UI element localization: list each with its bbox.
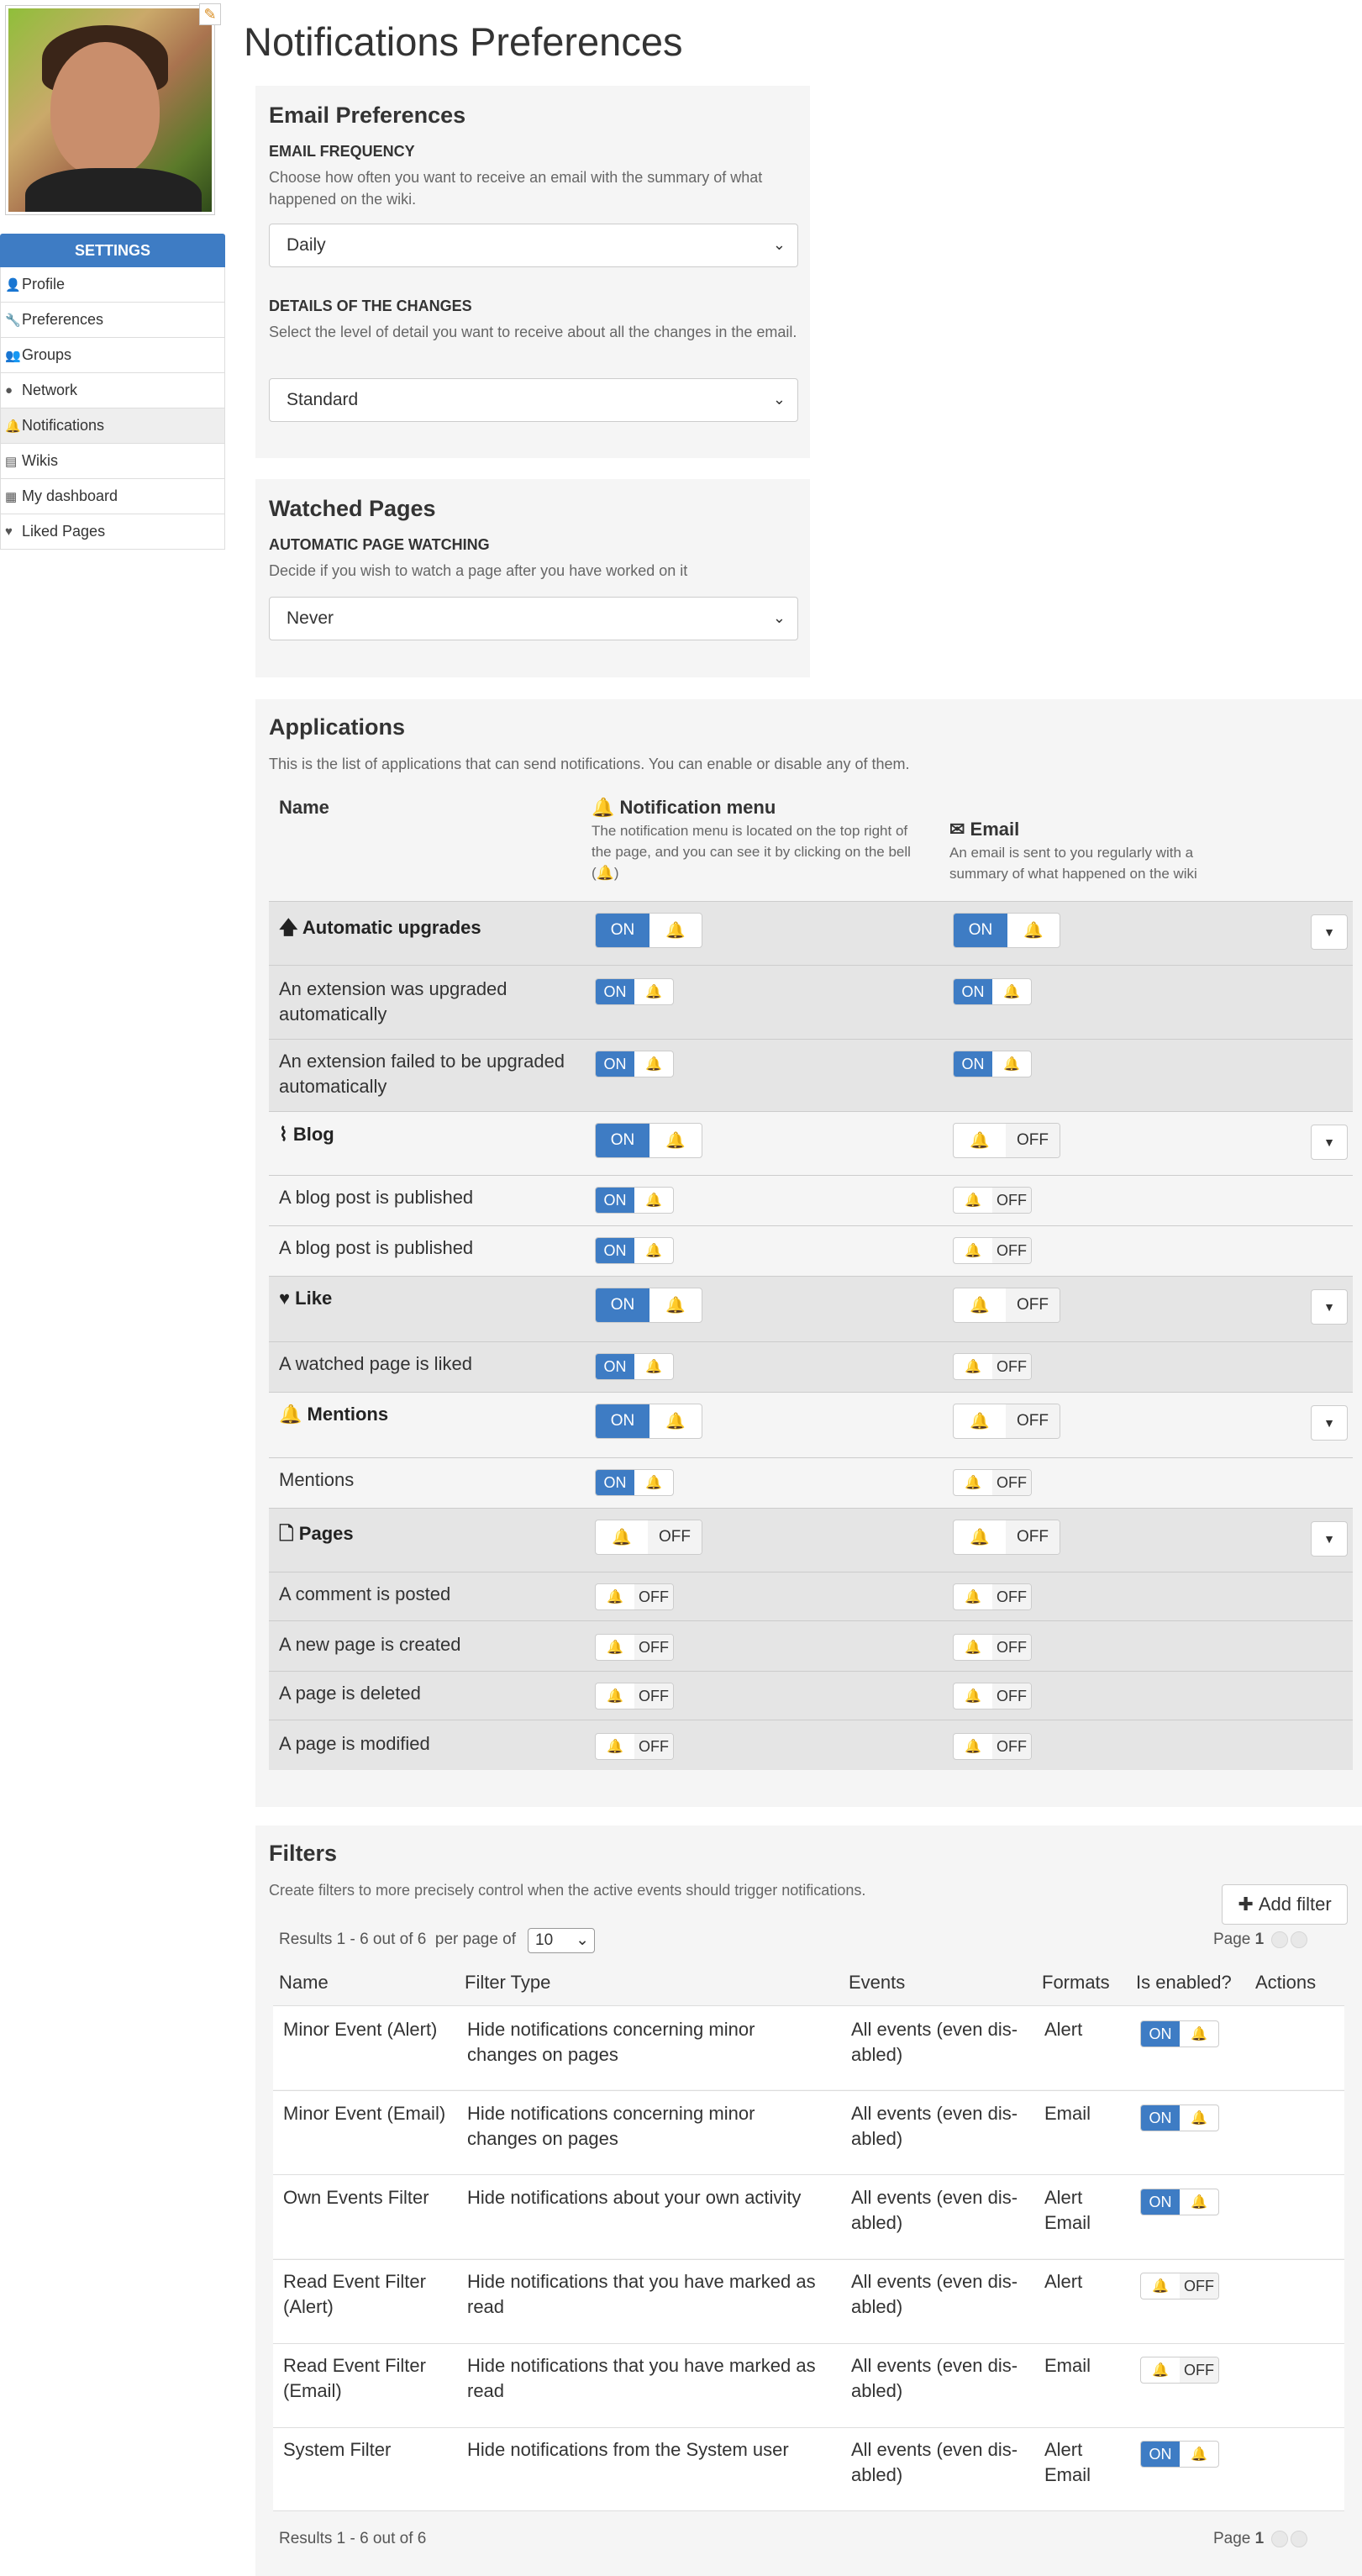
menu-toggle-event[interactable]: ON 🔔 [595, 1187, 674, 1214]
filter-enabled-toggle[interactable]: ON 🔔 [1140, 2105, 1219, 2131]
col-email-header: ✉ Email [949, 819, 1020, 840]
event-row [269, 1457, 1353, 1458]
email-toggle-pages[interactable]: 🔔 OFF [953, 1520, 1060, 1555]
chevron-down-icon: ⌄ [772, 236, 786, 253]
sidebar-item-groups[interactable]: 👥 Groups [0, 338, 225, 373]
event-row [269, 1620, 1353, 1621]
bell-icon: 🔔 [965, 1476, 981, 1490]
menu-toggle-event[interactable]: ON 🔔 [595, 1353, 674, 1380]
filter-formats: Alert Email [1044, 2187, 1091, 2233]
event-name: An extension failed to be upgraded automatically [279, 1051, 565, 1097]
sidebar-item-notifications[interactable]: 🔔 Notifications [0, 408, 225, 444]
prev-page-button[interactable] [1271, 2531, 1288, 2547]
filters-title: Filters [269, 1841, 338, 1866]
settings-menu [0, 267, 225, 550]
filter-enabled-toggle[interactable]: 🔔 OFF [1140, 2357, 1219, 2384]
email-toggle-automatic-upgrades[interactable]: ON 🔔 [953, 913, 1060, 948]
filter-events: All events (even dis-abled) [851, 2103, 1018, 2149]
sidebar-item-profile[interactable]: 👤 Profile [0, 267, 225, 303]
menu-toggle-mentions[interactable]: ON 🔔 [595, 1404, 702, 1439]
event-name: A page is modified [279, 1733, 430, 1754]
email-preferences-title: Email Preferences [269, 103, 466, 128]
bell-icon: 🔔 [1023, 922, 1044, 940]
bell-icon: 🔔 [1191, 2447, 1207, 2462]
per-page-select[interactable]: 10 ⌄ [528, 1928, 595, 1953]
filter-events: All events (even dis-abled) [851, 2439, 1018, 2485]
bell-icon: 🔔 [645, 985, 662, 999]
bell-icon: 🔔 [607, 1740, 623, 1754]
email-frequency-label: EMAIL FREQUENCY [269, 143, 415, 160]
event-name: A comment is posted [279, 1583, 451, 1604]
bell-icon: 🔔 [645, 1476, 662, 1490]
bell-icon: 🔔 [1003, 985, 1020, 999]
filter-enabled-toggle[interactable]: 🔔 OFF [1140, 2273, 1219, 2299]
filter-name: Minor Event (Email) [283, 2103, 446, 2124]
email-toggle-like[interactable]: 🔔 OFF [953, 1288, 1060, 1323]
list-icon: ▤ [5, 454, 18, 469]
bell-icon: 🔔 [612, 1529, 632, 1546]
auto-watch-label: AUTOMATIC PAGE WATCHING [269, 536, 490, 553]
details-help: Select the level of detail you want to receive about all the changes in the email. [269, 324, 797, 340]
filter-enabled-toggle[interactable]: ON 🔔 [1140, 2189, 1219, 2215]
menu-toggle-event[interactable]: ON 🔔 [595, 1237, 674, 1264]
filter-events: All events (even dis-abled) [851, 2355, 1018, 2401]
email-toggle-event[interactable]: 🔔 OFF [953, 1237, 1032, 1264]
event-row [269, 1341, 1353, 1342]
filter-name: Read Event Filter (Alert) [283, 2271, 426, 2317]
filter-type: Hide notifications about your own activity [467, 2187, 802, 2208]
event-name: A page is deleted [279, 1683, 421, 1704]
globe-icon: ● [5, 383, 13, 398]
menu-toggle-event[interactable]: 🔔 OFF [595, 1683, 674, 1709]
sidebar-item-wikis[interactable]: ▤ Wikis [0, 444, 225, 479]
filter-enabled-toggle[interactable]: ON 🔔 [1140, 2441, 1219, 2468]
sidebar-item-network[interactable]: ● Network [0, 373, 225, 408]
filter-events: All events (even dis-abled) [851, 2187, 1018, 2233]
plus-icon: ✚ [1238, 1894, 1259, 1915]
filter-formats: Alert [1044, 2271, 1083, 2292]
bell-icon: 🔔 [1152, 2279, 1169, 2294]
email-toggle-event[interactable]: 🔔 OFF [953, 1353, 1032, 1380]
bell-icon: 🔔 [965, 1689, 981, 1704]
app-name-automatic-upgrades: 🡅 Automatic upgrades [279, 917, 481, 938]
filters-header-actions: Actions [1255, 1972, 1317, 1993]
filter-formats: Alert [1044, 2019, 1083, 2040]
bell-icon: 🔔 [645, 1360, 662, 1374]
filter-formats: Email [1044, 2355, 1091, 2376]
event-name: A blog post is published [279, 1237, 474, 1258]
email-toggle-event[interactable]: 🔔 OFF [953, 1683, 1032, 1709]
bell-icon: 🔔 [965, 1641, 981, 1655]
sidebar-item-liked-pages[interactable]: ♥ Liked Pages [0, 514, 225, 550]
chevron-down-icon: ⌄ [772, 391, 786, 408]
filter-type: Hide notifications concerning minor changes on pages [467, 2103, 755, 2149]
dropdown-button[interactable]: ▼ [1311, 1405, 1348, 1441]
bell-icon: 🔔 [965, 1740, 981, 1754]
menu-toggle-pages[interactable]: 🔔 OFF [595, 1520, 702, 1555]
bell-icon: 🔔 [5, 419, 21, 434]
bell-icon: 🔔 [665, 1132, 686, 1150]
menu-toggle-blog[interactable]: ON 🔔 [595, 1123, 702, 1158]
event-name: A watched page is liked [279, 1353, 472, 1374]
user-icon: 👤 [5, 277, 21, 292]
filter-type: Hide notifications concerning minor changes on pages [467, 2019, 755, 2065]
filter-type: Hide notifications that you have marked as read [467, 2271, 816, 2317]
email-preferences-panel [255, 86, 810, 458]
email-toggle-event[interactable]: ON 🔔 [953, 978, 1032, 1005]
email-toggle-event[interactable]: ON 🔔 [953, 1051, 1032, 1077]
next-page-button[interactable] [1291, 2531, 1307, 2547]
avatar[interactable] [5, 5, 215, 215]
wrench-icon: 🔧 [5, 313, 21, 328]
group-icon: 👥 [5, 348, 21, 363]
chevron-down-icon: ⌄ [576, 1931, 589, 1949]
sidebar-item-preferences[interactable]: 🔧 Preferences [0, 303, 225, 338]
email-toggle-event[interactable]: 🔔 OFF [953, 1187, 1032, 1214]
bell-icon: 🔔 [970, 1413, 990, 1430]
filter-formats: Email [1044, 2103, 1091, 2124]
bell-icon: 🔔 [1003, 1057, 1020, 1072]
bell-icon: 🔔 [645, 1244, 662, 1258]
bell-icon: 🔔 [1191, 2195, 1207, 2210]
bell-icon: 🔔 [1152, 2363, 1169, 2378]
bell-icon: 🔔 [645, 1193, 662, 1208]
heart-icon: ♥ [5, 524, 13, 539]
dropdown-button[interactable]: ▼ [1311, 1125, 1348, 1160]
avatar-photo [8, 8, 212, 212]
prev-page-button[interactable] [1271, 1931, 1288, 1948]
bell-icon: 🔔 [1191, 2027, 1207, 2041]
filters-header-name: Name [279, 1972, 329, 1993]
event-name: Mentions [279, 1469, 355, 1490]
menu-toggle-automatic-upgrades[interactable]: ON 🔔 [595, 913, 702, 948]
envelope-icon: ✉ [949, 819, 970, 840]
menu-toggle-like[interactable]: ON 🔔 [595, 1288, 702, 1323]
bell-icon: 🔔 [970, 1529, 990, 1546]
app-name-pages: 🗋 Pages [279, 1523, 354, 1544]
email-frequency-select[interactable]: Daily ⌄ [269, 224, 798, 267]
menu-toggle-event[interactable]: 🔔 OFF [595, 1733, 674, 1760]
event-row [269, 965, 1353, 966]
filters-header-enabled: Is enabled? [1136, 1972, 1232, 1993]
menu-toggle-event[interactable]: ON 🔔 [595, 978, 674, 1005]
email-toggle-event[interactable]: 🔔 OFF [953, 1583, 1032, 1610]
col-name-header: Name [279, 797, 329, 818]
watched-pages-title: Watched Pages [269, 496, 436, 521]
email-toggle-event[interactable]: 🔔 OFF [953, 1733, 1032, 1760]
auto-watch-help: Decide if you wish to watch a page after you have worked on it [269, 562, 688, 579]
page-title: Notifications Preferences [244, 19, 683, 64]
app-row-mentions [269, 1392, 1353, 1508]
applications-help: This is the list of applications that can send notifications. You can enable or disable any of them. [269, 756, 910, 772]
email-toggle-blog[interactable]: 🔔 OFF [953, 1123, 1060, 1158]
bell-icon: 🔔 [607, 1641, 623, 1655]
filter-enabled-toggle[interactable]: ON 🔔 [1140, 2020, 1219, 2047]
details-select[interactable]: Standard ⌄ [269, 378, 798, 422]
col-menu-header: 🔔 Notification menu [592, 797, 776, 818]
app-name-mentions: 🔔 Mentions [279, 1404, 389, 1425]
filter-type: Hide notifications from the System user [467, 2439, 789, 2460]
bell-icon: 🔔 [965, 1360, 981, 1374]
auto-watch-select[interactable]: Never ⌄ [269, 597, 798, 640]
details-label: DETAILS OF THE CHANGES [269, 298, 472, 314]
bell-icon: 🔔 [592, 797, 620, 818]
bell-icon: 🔔 [1191, 2111, 1207, 2126]
chevron-down-icon: ⌄ [772, 609, 786, 626]
results-summary-top: Results 1 - 6 out of 6 per page of [279, 1931, 517, 1948]
filter-events: All events (even dis-abled) [851, 2271, 1018, 2317]
menu-toggle-event[interactable]: 🔔 OFF [595, 1583, 674, 1610]
settings-header: SETTINGS [0, 234, 225, 267]
bell-icon: 🔔 [665, 1297, 686, 1314]
filters-header-formats: Formats [1042, 1972, 1110, 1993]
filter-events: All events (even dis-abled) [851, 2019, 1018, 2065]
bell-icon: 🔔 [965, 1590, 981, 1604]
menu-toggle-event[interactable]: 🔔 OFF [595, 1634, 674, 1661]
filter-type: Hide notifications that you have marked as read [467, 2355, 816, 2401]
menu-toggle-event[interactable]: ON 🔔 [595, 1469, 674, 1496]
next-page-button[interactable] [1291, 1931, 1307, 1948]
filter-name: Minor Event (Alert) [283, 2019, 438, 2040]
pagination-bottom: Page 1 [1213, 2526, 1307, 2552]
grid-icon: ▦ [5, 489, 18, 504]
email-toggle-event[interactable]: 🔔 OFF [953, 1634, 1032, 1661]
bell-icon: 🔔 [970, 1297, 990, 1314]
email-toggle-event[interactable]: 🔔 OFF [953, 1469, 1032, 1496]
col-email-help: An email is sent to you regularly with a summary of what happened on the wiki [949, 845, 1197, 882]
bell-icon: 🔔 [965, 1244, 981, 1258]
app-name-blog: ⌇ Blog [279, 1124, 334, 1145]
bell-icon: 🔔 [965, 1193, 981, 1208]
filter-name: System Filter [283, 2439, 392, 2460]
app-name-like: ♥ Like [279, 1288, 333, 1309]
filter-name: Read Event Filter (Email) [283, 2355, 426, 2401]
watched-pages-panel [255, 479, 810, 677]
email-toggle-mentions[interactable]: 🔔 OFF [953, 1404, 1060, 1439]
event-row [269, 1175, 1353, 1176]
event-row [269, 1225, 1353, 1226]
dropdown-button[interactable]: ▼ [1311, 1521, 1348, 1557]
event-name: An extension was upgraded automatically [279, 978, 507, 1025]
filter-name: Own Events Filter [283, 2187, 429, 2208]
sidebar-item-my-dashboard[interactable]: ▦ My dashboard [0, 479, 225, 514]
event-name: A blog post is published [279, 1187, 474, 1208]
email-frequency-help: Choose how often you want to receive an email with the summary of what happened on the wiki. [269, 169, 763, 208]
add-filter-button[interactable]: ✚ Add filter [1222, 1884, 1348, 1925]
filters-help: Create filters to more precisely control when the active events should trigger notifications. [269, 1882, 866, 1899]
filters-header-events: Events [849, 1972, 906, 1993]
pagination-top: Page 1 [1213, 1927, 1307, 1952]
menu-toggle-event[interactable]: ON 🔔 [595, 1051, 674, 1077]
dropdown-button[interactable]: ▼ [1311, 1289, 1348, 1325]
bell-icon: 🔔 [665, 922, 686, 940]
results-summary-bottom: Results 1 - 6 out of 6 [279, 2530, 427, 2547]
bell-icon: 🔔 [607, 1689, 623, 1704]
filter-formats: Alert Email [1044, 2439, 1091, 2485]
event-name: A new page is created [279, 1634, 461, 1655]
bell-icon: 🔔 [970, 1132, 990, 1150]
filters-header-type: Filter Type [465, 1972, 551, 1993]
bell-icon: 🔔 [665, 1413, 686, 1430]
bell-icon: 🔔 [645, 1057, 662, 1072]
dropdown-button[interactable]: ▼ [1311, 914, 1348, 950]
bell-icon: 🔔 [607, 1590, 623, 1604]
event-row [269, 1671, 1353, 1672]
col-menu-help: The notification menu is located on the top right of the page, and you can see it by clicking on the bell (🔔) [592, 823, 911, 881]
applications-title: Applications [269, 714, 406, 740]
edit-avatar-icon[interactable]: ✎ [199, 3, 221, 25]
event-row [269, 1039, 1353, 1040]
